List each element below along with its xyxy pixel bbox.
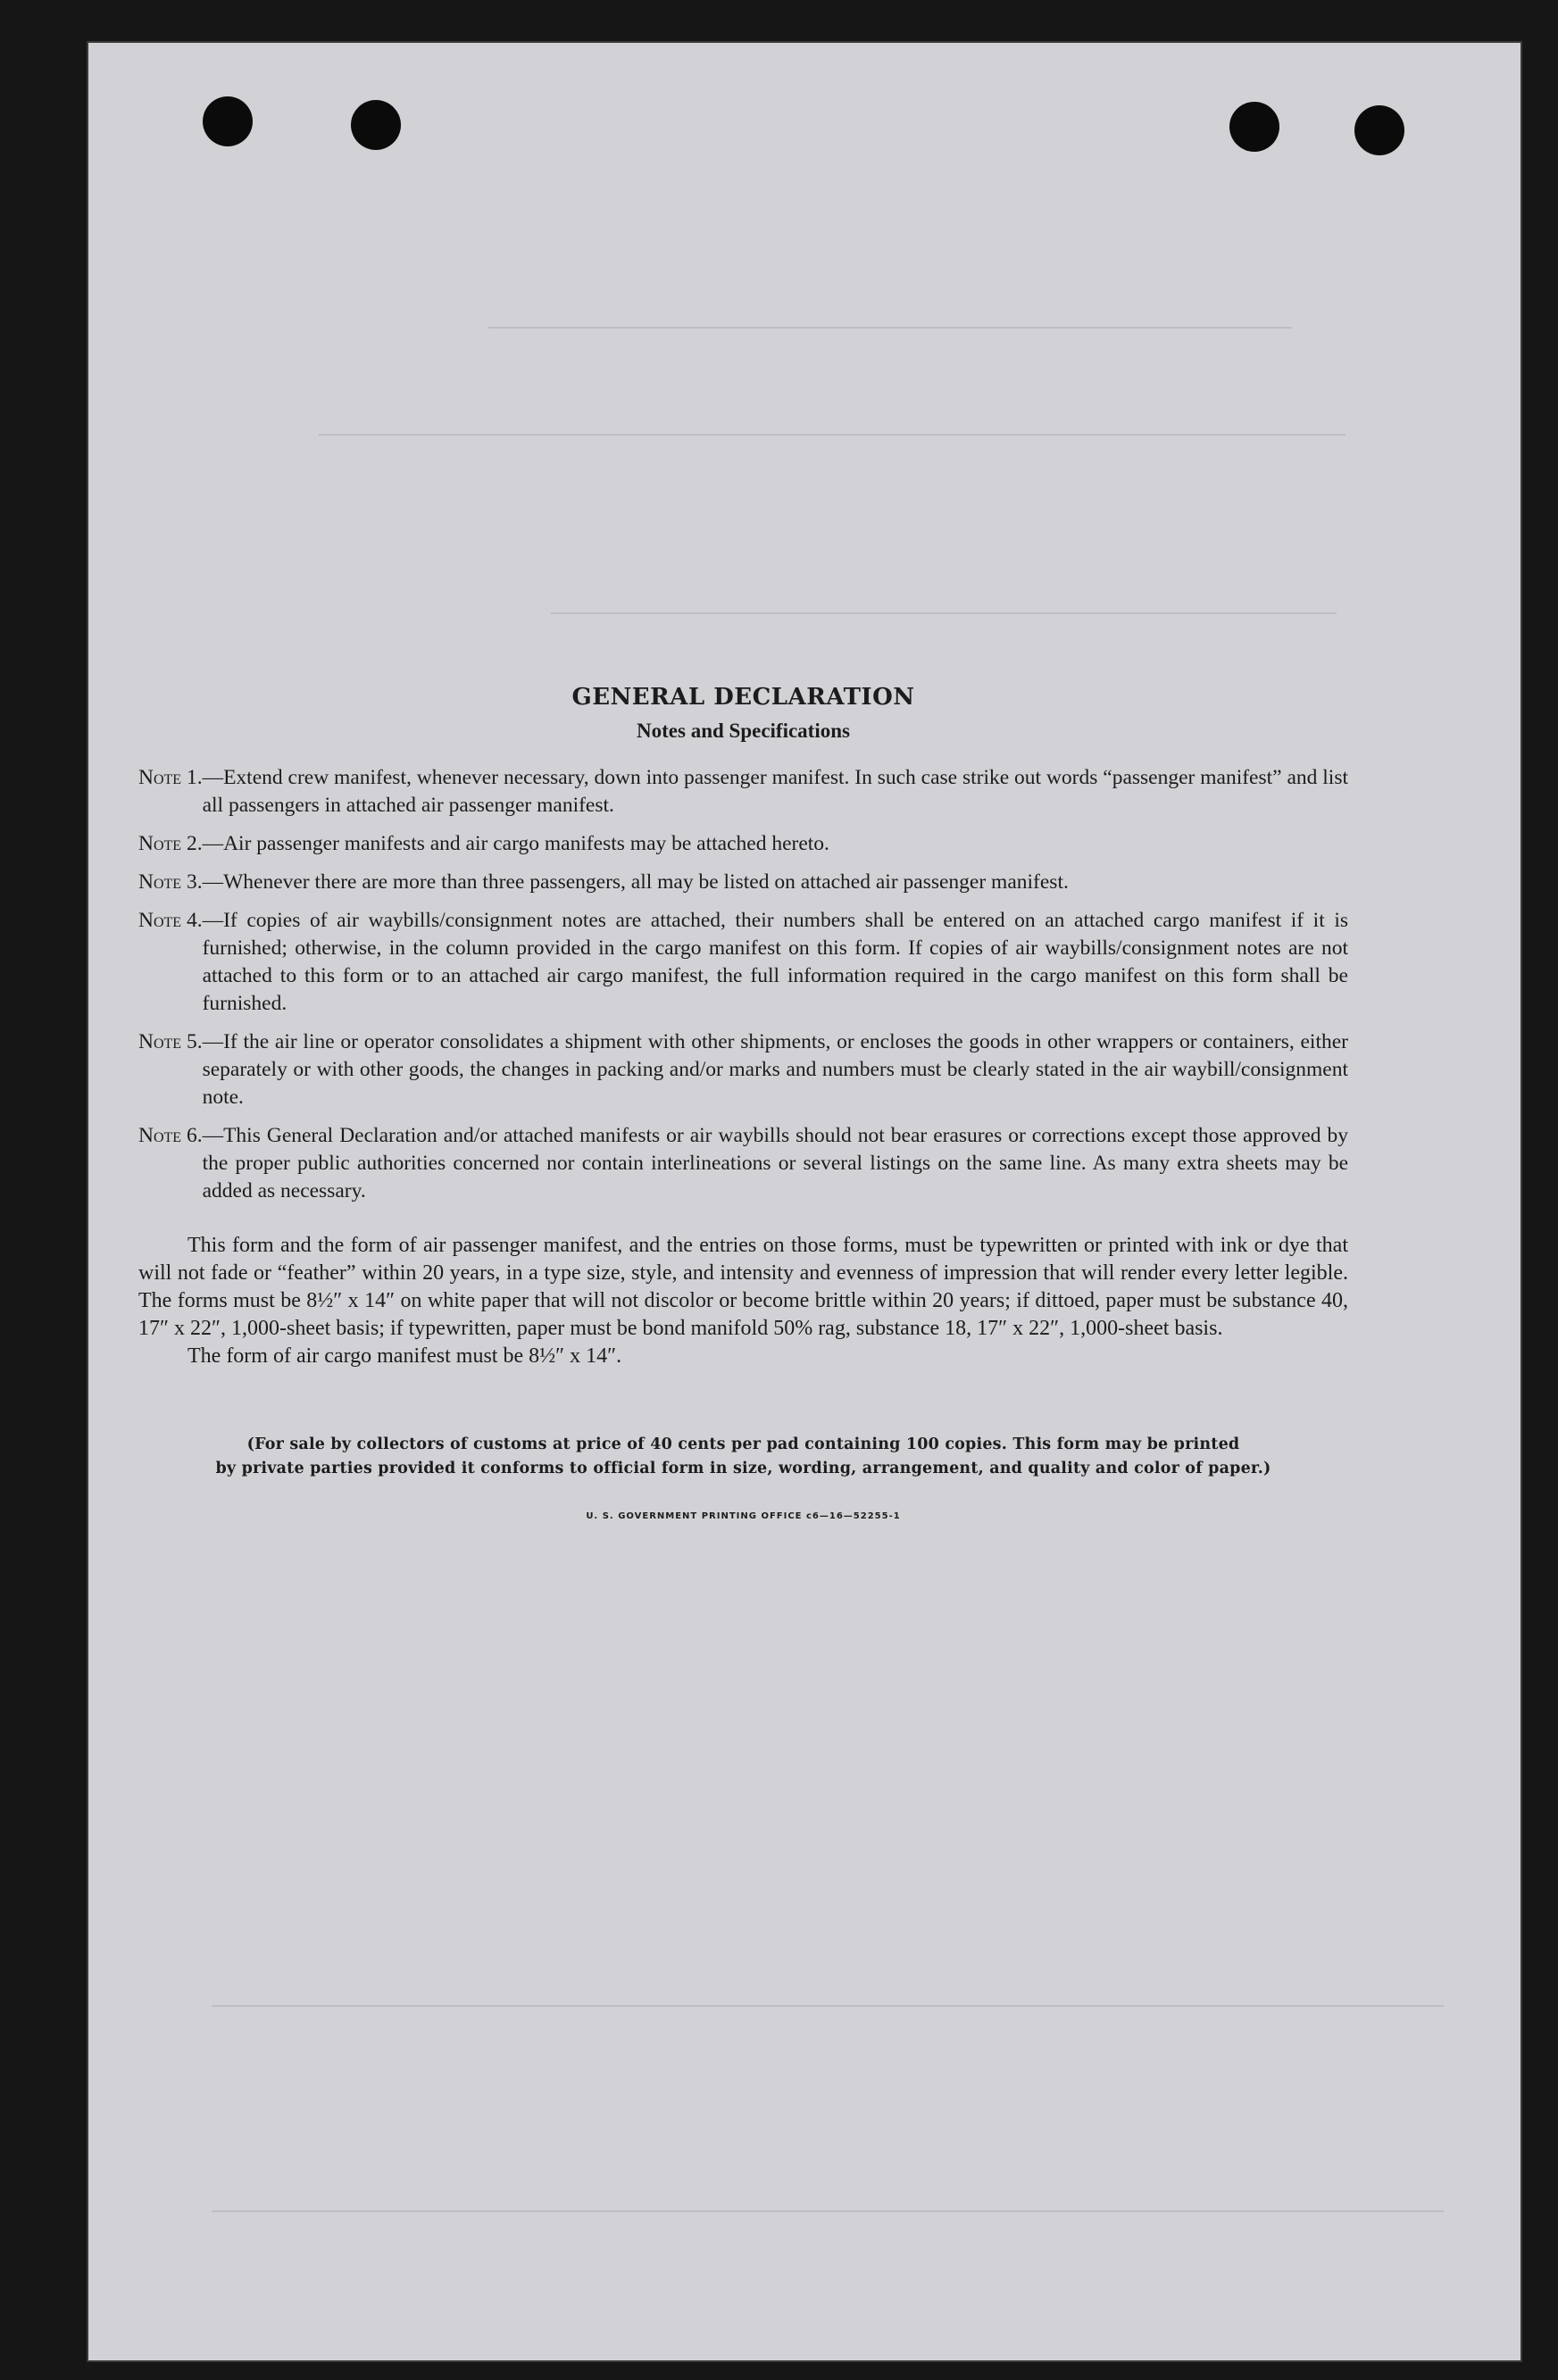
notes-content [138, 682, 1348, 1521]
bleed-through-line [319, 434, 1346, 436]
note-text: —Extend crew manifest, whenever necessary, down into passenger manifest. In such case strike out words “passenger manifest” and list all passengers in attached air passenger manifest. [202, 766, 1348, 817]
specification-paragraph: This form and the form of air passenger manifest, and the entries on those forms, must be typewritten or printed with ink or dye that will not fade or “feather” within 20 years, in a type size, style, and intensity and evenness of impression that will render every letter legible. The forms must be 8½″ x 14″ on white paper that will not discolor or become brittle within 20 years; if dittoed, paper must be substance 40, 17″ x 22″, 1,000-sheet basis; if typewritten, paper must be bond manifold 50% rag, substance 18, 17″ x 22″, 1,000-sheet basis. [138, 1234, 1348, 1340]
note-label: Note 6. [138, 1124, 203, 1147]
note-label: Note 1. [138, 766, 203, 789]
page-title: GENERAL DECLARATION [571, 684, 915, 711]
note-label: Note 2. [138, 832, 203, 855]
note-text: —Air passenger manifests and air cargo manifests may be attached hereto. [202, 832, 829, 855]
note-text: —If copies of air waybills/consignment notes are attached, their numbers shall be entered on an attached cargo manifest if it is furnished; otherwise, in the column provided in the cargo manifest on this form. If copies of air waybills/consignment notes are not attached to this form or to an attached air cargo manifest, the full information required in the cargo manifest on this form shall be furnished. [202, 909, 1348, 1015]
note-1 [138, 764, 1348, 820]
punch-hole-left-2 [351, 100, 401, 150]
note-6 [138, 1122, 1348, 1205]
cargo-manifest-size-note: The form of air cargo manifest must be 8½″ x 14″. [187, 1344, 622, 1368]
note-label: Note 5. [138, 1030, 203, 1053]
sale-note [138, 1433, 1348, 1481]
punch-hole-right-1 [1229, 102, 1279, 152]
note-text: —If the air line or operator consolidates a shipment with other shipments, or encloses the goods in other wrappers or containers, either separately or with other goods, the changes in packing and/or marks and numbers must be clearly stated in the air waybill/consignment note. [202, 1030, 1348, 1109]
note-5 [138, 1028, 1348, 1111]
stamp-ghost [754, 471, 955, 645]
note-4 [138, 907, 1348, 1018]
note-label: Note 4. [138, 909, 203, 932]
bleed-through-line [212, 2005, 1444, 2007]
punch-hole-left-1 [203, 96, 253, 146]
page-subtitle: Notes and Specifications [637, 720, 850, 742]
bleed-through-line [488, 327, 1292, 329]
punch-hole-right-2 [1354, 105, 1404, 155]
note-3 [138, 869, 1348, 896]
bleed-through-line [212, 2210, 1444, 2212]
sale-note-line: by private parties provided it conforms to official form in size, wording, arrangement, and quality and color of paper.) [215, 1460, 1271, 1477]
note-text: —Whenever there are more than three passengers, all may be listed on attached air passenger manifest. [202, 870, 1069, 894]
sale-note-line: (For sale by collectors of customs at price of 40 cents per pad containing 100 copies. This form may be printed [246, 1435, 1240, 1453]
note-label: Note 3. [138, 870, 203, 894]
printer-imprint: U. S. GOVERNMENT PRINTING OFFICE c6—16—52255-1 [586, 1511, 901, 1521]
note-text: —This General Declaration and/or attached manifests or air waybills should not bear erasures or corrections except those approved by the proper public authorities concerned nor contain interlineations or several listings on the same line. As many extra sheets may be added as necessary. [202, 1124, 1348, 1202]
note-2 [138, 830, 1348, 858]
